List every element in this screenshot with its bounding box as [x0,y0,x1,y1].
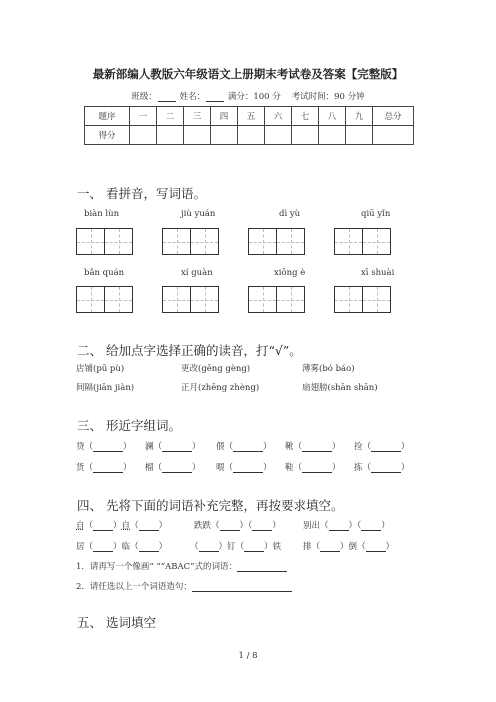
reading-option[interactable]: 更改(gēng gèng) [181,364,251,374]
score-header-cell: 七 [292,107,319,126]
fill-item: 排（ ）倒（ ） [303,542,395,552]
score-table-header-row [85,107,414,126]
section1-title: 一、 看拼音，写词语。 [77,186,206,201]
pinyin-label: jiù yuán [181,209,216,219]
score-header-cell: 五 [238,107,265,126]
score-header-cell: 总分 [373,107,414,126]
score-table [84,106,414,145]
answer-blank[interactable] [139,542,159,552]
word-item: 榴（ ） [145,463,201,473]
answer-blank[interactable] [320,542,340,552]
writing-grid[interactable] [76,228,133,255]
char: 捡 [354,442,363,452]
answer-blank[interactable] [139,521,159,531]
reading-option[interactable]: 间隔(jiān jiàn) [76,383,135,393]
char: 货 [76,463,85,473]
score-header-cell: 九 [346,107,373,126]
word-item: 拣（ ） [354,463,410,473]
score-cell[interactable] [346,126,373,145]
answer-blank[interactable] [244,542,264,552]
word-item: 靴（ ） [285,442,341,452]
reading-option[interactable]: 店铺(pū pù) [76,364,125,374]
score-label: 满分：100 分 [227,92,281,102]
score-header-cell: 三 [184,107,211,126]
answer-blank[interactable] [93,442,123,452]
score-cell[interactable] [319,126,346,145]
name-blank [206,92,224,102]
fill-item: 居（ ）临（ ） [76,542,168,552]
answer-blank[interactable] [93,542,113,552]
reading-option[interactable]: 扇翅膀(shān shān) [302,383,378,393]
word-item: 澜（ ） [145,442,201,452]
writing-grid[interactable] [248,228,305,255]
score-header-cell: 八 [319,107,346,126]
writing-grid[interactable] [162,228,219,255]
score-header-cell: 一 [130,107,157,126]
answer-blank[interactable] [220,521,240,531]
section3-title: 三、 形近字组词。 [77,418,181,433]
question-2: 2．请任选以上一个词语造句： [76,580,292,592]
score-cell[interactable] [292,126,319,145]
answer-blank[interactable] [252,521,272,531]
answer-blank[interactable] [302,442,332,452]
word-item: 偎（ ） [216,442,272,452]
score-cell[interactable] [238,126,265,145]
fill-item: 自（ ）自（ ） [76,521,168,531]
reading-option[interactable]: 薄雾(bó báo) [302,364,355,374]
answer-blank[interactable] [93,521,113,531]
answer-blank[interactable] [233,463,263,473]
char: 榴 [145,463,154,473]
pinyin-label: xiōng è [274,268,306,278]
answer-blank[interactable] [199,542,219,552]
class-blank [158,92,176,102]
time-label: 考试时间：90 分钟 [291,92,365,102]
char: 贷 [76,442,85,452]
answer-blank[interactable] [371,442,401,452]
score-header-cell: 二 [157,107,184,126]
answer-blank[interactable] [162,463,192,473]
answer-blank[interactable] [371,463,401,473]
char: 拣 [354,463,363,473]
name-label: 姓名： [179,92,206,102]
word-item: 喂（ ） [216,463,272,473]
score-table-score-row [85,126,414,145]
answer-blank[interactable] [233,442,263,452]
reading-option[interactable]: 正月(zhēng zhèng) [181,383,260,393]
pinyin-label: biàn lùn [84,209,120,219]
char: 鞋 [285,463,294,473]
pinyin-label: bǎn quán [84,268,125,278]
answer-blank[interactable] [93,463,123,473]
pinyin-label: xí guàn [181,268,213,278]
question-1: 1．请再写一个像画“ ”“ABAC”式的词语： [76,560,287,572]
score-header-cell: 四 [211,107,238,126]
fill-item: 别出（ ）（ ） [303,521,390,531]
score-header-cell: 题序 [85,107,130,126]
pinyin-label: xī shuài [361,268,395,278]
answer-line[interactable] [237,562,287,572]
pinyin-label: dì yù [279,209,301,219]
section5-title: 五、 选词填空 [77,615,156,630]
answer-blank[interactable] [329,521,349,531]
writing-grid[interactable] [248,286,305,313]
char: 偎 [216,442,225,452]
char: 靴 [285,442,294,452]
score-cell[interactable] [130,126,157,145]
answer-blank[interactable] [361,521,381,531]
word-item: 鞋（ ） [285,463,341,473]
fill-item: 跌跌（ ）（ ） [194,521,281,531]
class-label: 班级： [131,92,157,102]
score-header-cell: 六 [265,107,292,126]
page-number: 1 / 8 [238,651,258,661]
word-item: 货（ ） [76,463,132,473]
writing-grid[interactable] [76,286,133,313]
exam-info [0,90,496,102]
answer-blank[interactable] [366,542,386,552]
fill-item: （ ）钉（ ）铁 [190,542,282,552]
writing-grid[interactable] [334,228,391,255]
section4-title: 四、 先将下面的词语补充完整，再按要求填空。 [77,498,344,513]
score-cell[interactable] [157,126,184,145]
score-cell[interactable] [265,126,292,145]
answer-blank[interactable] [302,463,332,473]
page-title: 最新部编人教版六年级语文上册期末考试卷及答案【完整版】 [92,67,404,81]
pinyin-label: qiū yǐn [361,209,391,219]
answer-line[interactable] [192,582,292,592]
score-cell[interactable] [184,126,211,145]
section2-title: 二、 给加点字选择正确的读音，打“√”。 [77,343,302,358]
word-item: 捡（ ） [354,442,410,452]
score-label-cell: 得分 [85,126,130,145]
char: 喂 [216,463,225,473]
answer-blank[interactable] [162,442,192,452]
writing-grid[interactable] [162,286,219,313]
word-item: 贷（ ） [76,442,132,452]
char: 澜 [145,442,154,452]
writing-grid[interactable] [334,286,391,313]
score-cell[interactable] [373,126,414,145]
score-cell[interactable] [211,126,238,145]
